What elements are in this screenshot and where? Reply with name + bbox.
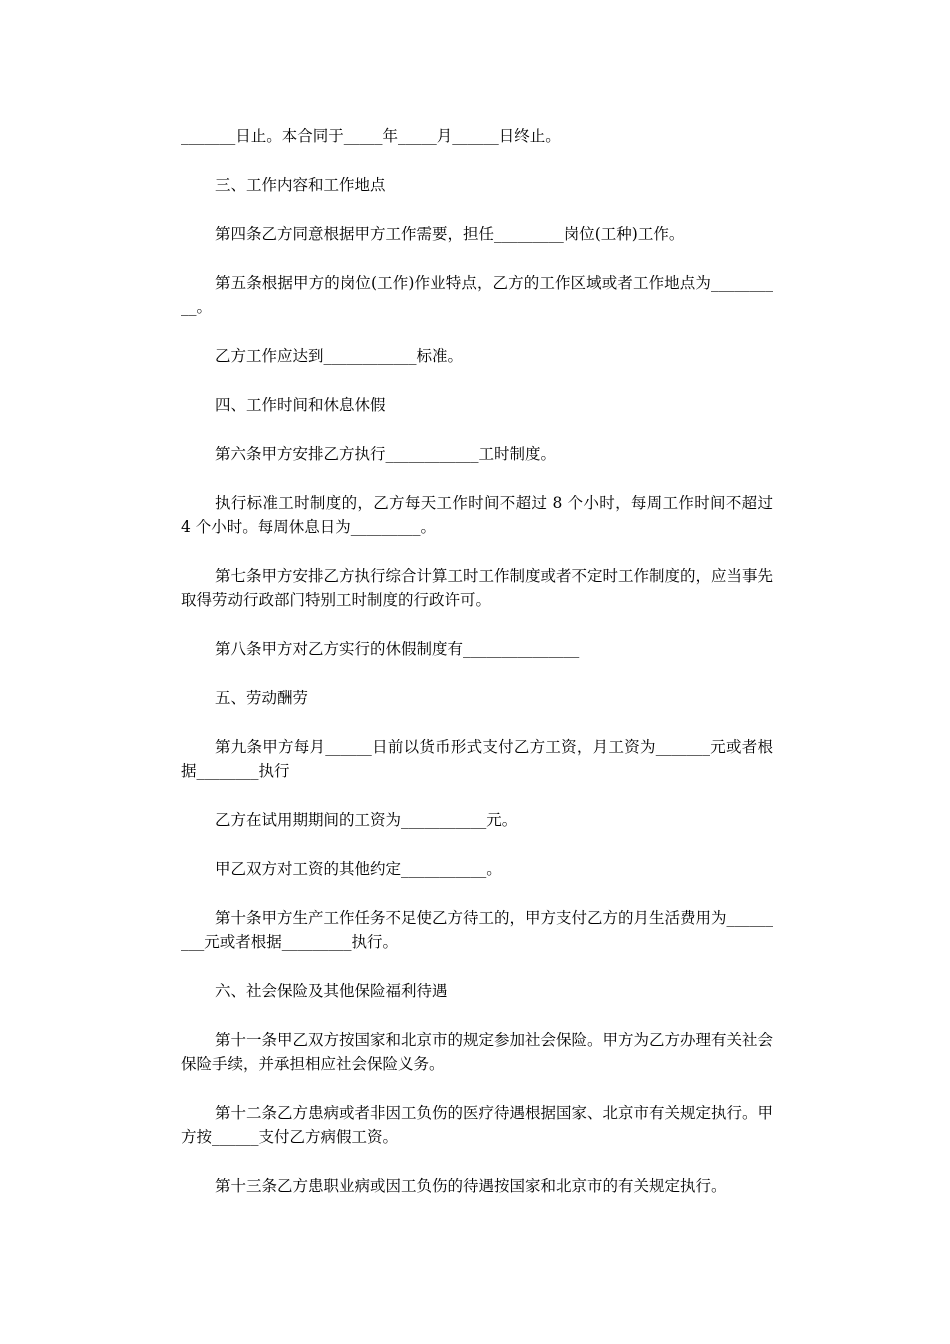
article-10: 第十条甲方生产工作任务不足使乙方待工的，甲方支付乙方的月生活费用为_________元或者根据_________执行。 [181,909,774,951]
section-heading-work-content: 三、工作内容和工作地点 [215,176,386,194]
paragraph-term-end: _______日止。本合同于_____年_____月______日终止。 [181,127,561,145]
section-heading-remuneration: 五、劳动酬劳 [215,689,309,707]
paragraph-other-salary-terms: 甲乙双方对工资的其他约定___________。 [215,860,502,878]
article-11: 第十一条甲乙双方按国家和北京市的规定参加社会保险。甲方为乙方办理有关社会保险手续，并承担相应社会保险义务。 [181,1031,774,1073]
section-heading-work-hours: 四、工作时间和休息休假 [215,396,386,414]
article-12: 第十二条乙方患病或者非因工负伤的医疗待遇根据国家、北京市有关规定执行。甲方按______支付乙方病假工资。 [181,1104,774,1146]
article-5: 第五条根据甲方的岗位(工作)作业特点，乙方的工作区域或者工作地点为__________。 [181,274,773,316]
document-page [181,124,773,1223]
paragraph-standard-hours: 执行标准工时制度的，乙方每天工作时间不超过 8 个小时，每周工作时间不超过 4 个小时。每周休息日为_________。 [181,494,773,536]
article-9: 第九条甲方每月______日前以货币形式支付乙方工资，月工资为_______元或者根据________执行 [181,738,773,780]
article-7: 第七条甲方安排乙方执行综合计算工时工作制度或者不定时工作制度的，应当事先取得劳动行政部门特别工时制度的行政许可。 [181,567,774,609]
article-6: 第六条甲方安排乙方执行____________工时制度。 [215,445,557,463]
paragraph-probation-salary: 乙方在试用期期间的工资为___________元。 [215,811,518,829]
article-4: 第四条乙方同意根据甲方工作需要，担任_________岗位(工种)工作。 [215,225,685,243]
section-heading-social-insurance: 六、社会保险及其他保险福利待遇 [215,982,448,1000]
article-13: 第十三条乙方患职业病或因工负伤的待遇按国家和北京市的有关规定执行。 [215,1177,727,1195]
article-8: 第八条甲方对乙方实行的休假制度有_______________ [215,640,580,658]
paragraph-work-standard: 乙方工作应达到____________标准。 [215,347,464,365]
